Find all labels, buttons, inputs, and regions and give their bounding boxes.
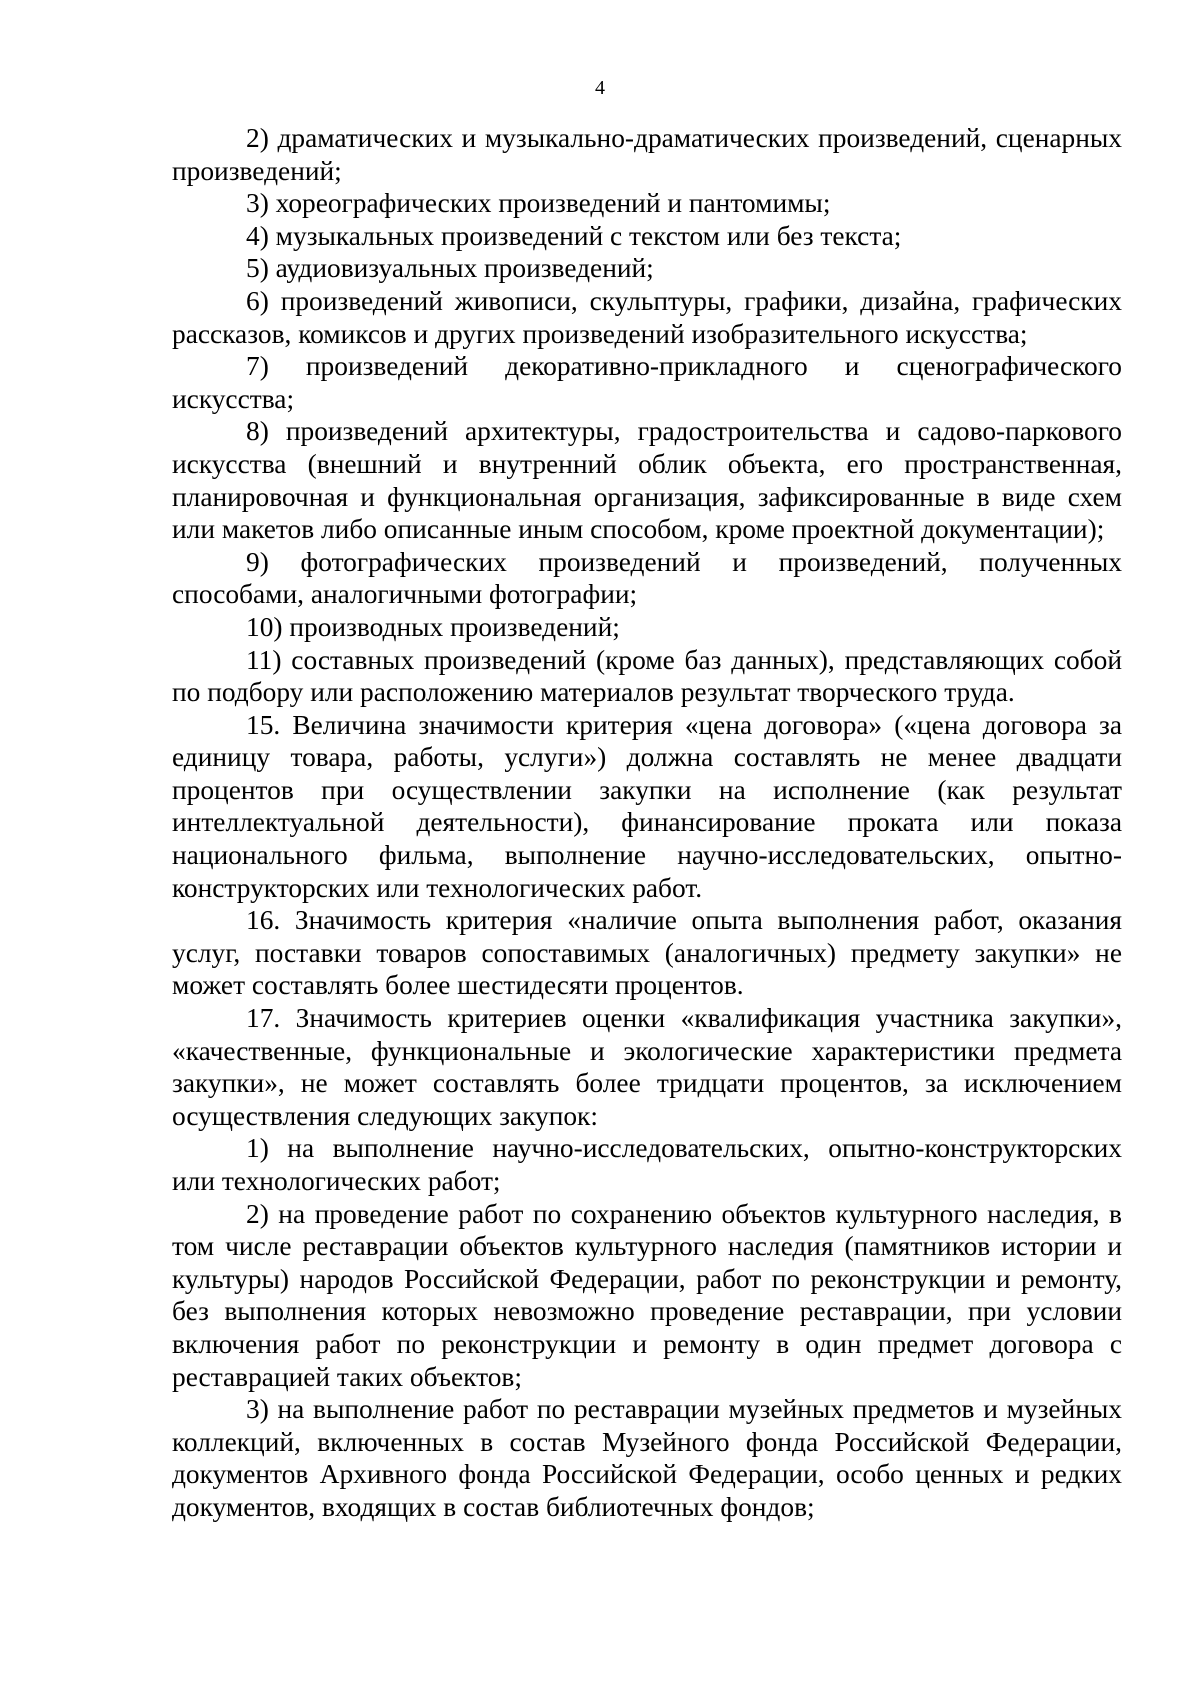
list-item-4-musical-works: 4) музыкальных произведений с текстом или без текста; (246, 220, 902, 251)
document-body (172, 122, 1122, 1524)
list-item-3-choreographic-works: 3) хореографических произведений и пантомимы; (246, 188, 831, 219)
list-item-5-audiovisual-works: 5) аудиовизуальных произведений; (246, 253, 654, 284)
list-item-11-compound-works: 11) составных произведений (кроме баз данных), представляющих собой по подбору или расположению материалов результат творческого труда. (172, 644, 1122, 708)
list-item-6-fine-art-works: 6) произведений живописи, скульптуры, графики, дизайна, графических рассказов, комиксов и других произведений изобразительного искусства; (172, 285, 1122, 349)
clause-17-item-3-museum-restoration: 3) на выполнение работ по реставрации музейных предметов и музейных коллекций, включенных в состав Музейного фонда Российской Федерации, документов Архивного фонда Российской Федерации, особо ценных и редких документов, входящих в состав библиотечных фондов; (172, 1394, 1122, 1522)
clause-17-qualification-criteria: 17. Значимость критериев оценки «квалификация участника закупки», «качественные, функциональные и экологические характеристики предмета закупки», не может составлять более тридцати процентов, за исключением осуществления следующих закупок: (172, 1003, 1122, 1131)
list-item-9-photographic-works: 9) фотографических произведений и произведений, полученных способами, аналогичными фотографии; (172, 546, 1122, 610)
clause-17-item-1-research-works: 1) на выполнение научно-исследовательских, опытно-конструкторских или технологических работ; (172, 1133, 1122, 1196)
list-item-2-dramatic-works: 2) драматических и музыкально-драматических произведений, сценарных произведений; (172, 123, 1122, 186)
page-number: 4 (595, 77, 605, 99)
list-item-10-derivative-works: 10) производных произведений; (246, 611, 620, 642)
list-item-8-architecture-works: 8) произведений архитектуры, градостроительства и садово-паркового искусства (внешний и внутренний облик объекта, его пространственная, планировочная и функциональная организация, зафиксированные в виде схем или макетов либо описанные иным способом, кроме проектной документации); (172, 416, 1122, 545)
clause-16-experience-criterion: 16. Значимость критерия «наличие опыта выполнения работ, оказания услуг, поставки товаров сопоставимых (аналогичных) предмету закупки» не может составлять более шестидесяти процентов. (172, 905, 1122, 1001)
clause-15-price-criterion: 15. Величина значимости критерия «цена договора» («цена договора за единицу товара, работы, услуги») должна составлять не менее двадцати процентов при осуществлении закупки на исполнение (как результат интеллектуальной деятельности), финансирование проката или показа национального фильма, выполнение научно-исследовательских, опытно-конструкторских или технологических работ. (172, 709, 1122, 903)
list-item-7-decorative-art-works: 7) произведений декоративно-прикладного и сценографического искусства; (172, 351, 1122, 414)
clause-17-item-2-heritage-works: 2) на проведение работ по сохранению объектов культурного наследия, в том числе реставрации объектов культурного наследия (памятников истории и культуры) народов Российской Федерации, работ по реконструкции и ремонту, без выполнения которых невозможно проведение реставрации, при условии включения работ по реконструкции и ремонту в один предмет договора с реставрацией таких объектов; (172, 1198, 1122, 1392)
